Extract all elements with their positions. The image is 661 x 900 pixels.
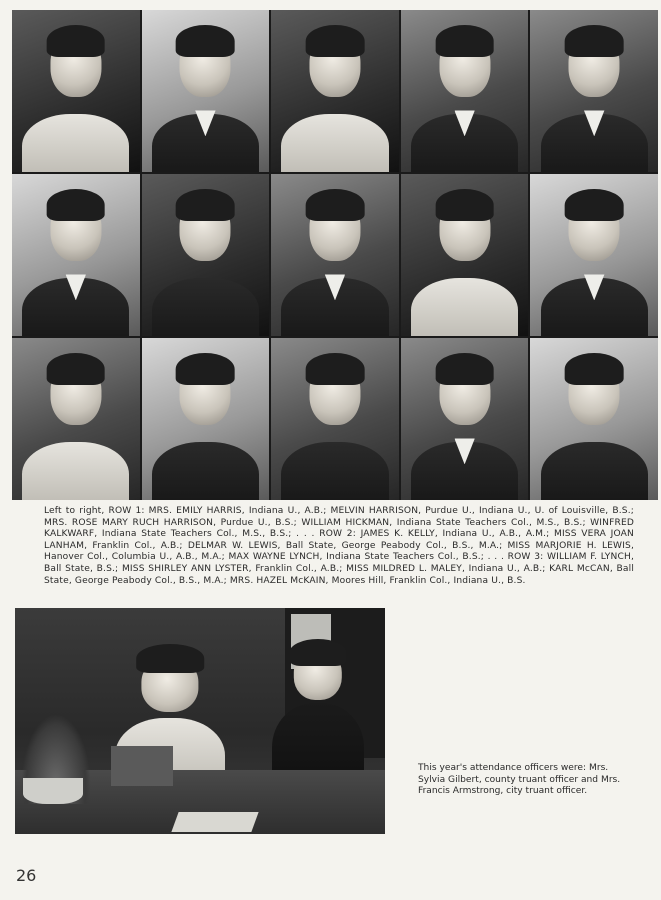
portrait-row2-2 (142, 174, 270, 336)
page-number: 26 (16, 866, 37, 885)
portrait-row3-1 (12, 338, 140, 500)
faculty-caption: Left to right, ROW 1: MRS. EMILY HARRIS, Indiana U., A.B.; MELVIN HARRISON, Purdue U., Indiana U., U. of Louisville, B.S.; MRS. ROSE MARY RUCH HARRISON, Purdue U., B.S.; WILLIAM HICKMAN, Indiana State Teachers Col., M.S., B.S.; WINFRED KALKWARF, Indiana State Teachers Col., M.S., B.S.; . . . ROW 2: JAMES K. KELLY, Indiana U., A.B., A.M.; MISS VERA JOAN LANHAM, Franklin Col., A.B.; DELMAR W. LEWIS, Ball State, George Peabody Col., B.S., M.A.; MISS MARJORIE H. LEWIS, Hanover Col., Columbia U., A.B., M.A.; MAX WAYNE LYNCH, Indiana State Teachers Col., B.S.; . . . ROW 3: WILLIAM F. LYNCH, Ball State, B.S.; MISS SHIRLEY ANN LYSTER, Franklin Col., A.B.; MISS MILDRED L. MALEY, Indiana U., A.B.; KARL McCAN, Ball State, George Peabody Col., B.S., M.A.; MRS. HAZEL McKAIN, Moores Hill, Franklin Col., Indiana U., B.S. (44, 506, 634, 586)
portrait-row2-1 (12, 174, 140, 336)
portrait-row2-4 (401, 174, 529, 336)
portrait-row3-5 (530, 338, 658, 500)
portrait-row1-1 (12, 10, 140, 172)
portrait-row2-5 (530, 174, 658, 336)
portrait-row3-3 (271, 338, 399, 500)
portrait-row1-5 (530, 10, 658, 172)
portrait-row1-4 (401, 10, 529, 172)
faculty-portrait-grid (12, 10, 658, 500)
portrait-row2-3 (271, 174, 399, 336)
portrait-row1-3 (271, 10, 399, 172)
attendance-officers-photo (15, 608, 385, 834)
portrait-row3-4 (401, 338, 529, 500)
portrait-row3-2 (142, 338, 270, 500)
portrait-row1-2 (142, 10, 270, 172)
attendance-caption: This year's attendance officers were: Mrs. Sylvia Gilbert, county truant officer and Mrs. Francis Armstrong, city truant officer. (418, 763, 621, 797)
